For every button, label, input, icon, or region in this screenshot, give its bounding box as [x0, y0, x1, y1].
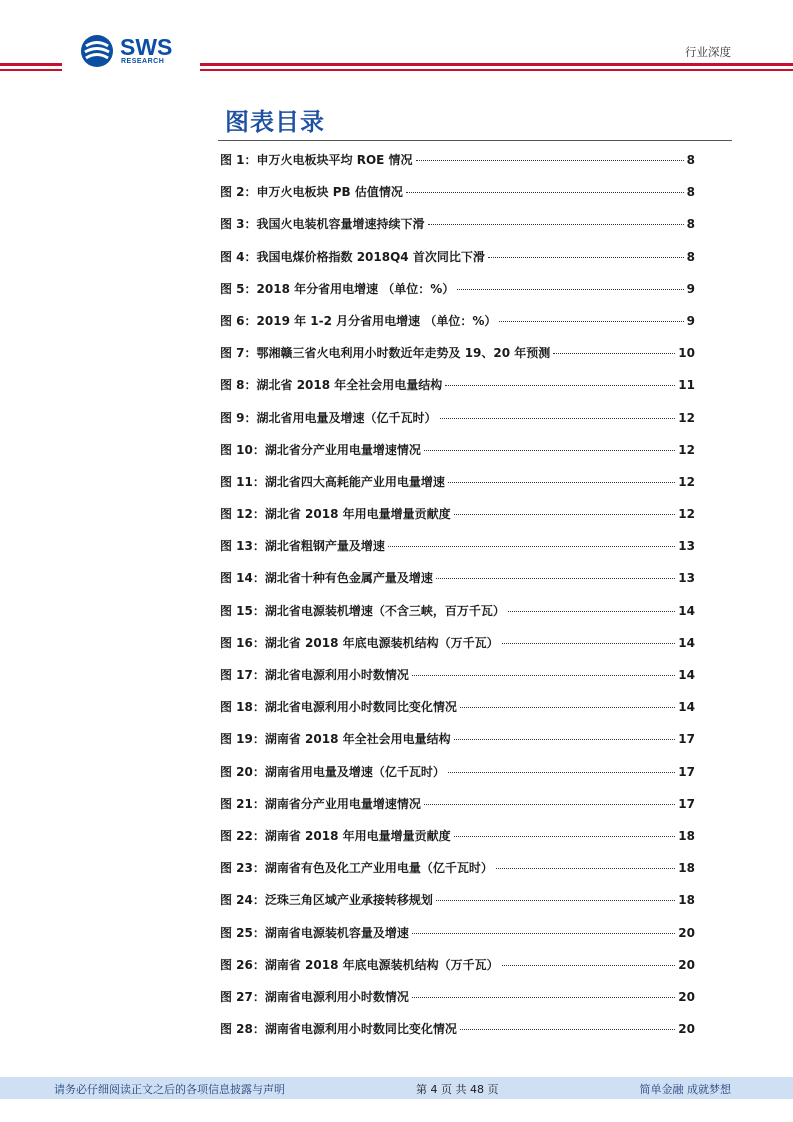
toc-leader-dots	[412, 675, 675, 676]
toc-entry-page: 9	[686, 313, 695, 328]
toc-entry-label: 图 6：2019 年 1-2 月分省用电增速 （单位：%）	[220, 313, 497, 328]
toc-entry-label: 图 3：我国火电装机容量增速持续下滑	[220, 217, 425, 232]
toc-entry[interactable]	[220, 827, 695, 859]
toc-entry[interactable]	[220, 505, 695, 537]
toc-leader-dots	[424, 450, 675, 451]
report-category: 行业深度	[685, 45, 731, 59]
toc-leader-dots	[445, 385, 675, 386]
toc-entry[interactable]	[220, 1020, 695, 1052]
toc-entry-page: 12	[678, 442, 695, 457]
toc-leader-dots	[388, 546, 675, 547]
toc-leader-dots	[454, 514, 676, 515]
toc-leader-dots	[448, 482, 675, 483]
toc-entry[interactable]	[220, 409, 695, 441]
toc-leader-dots	[454, 836, 676, 837]
toc-entry-label: 图 2：申万火电板块 PB 估值情况	[220, 185, 403, 200]
toc-entry[interactable]	[220, 698, 695, 730]
toc-entry[interactable]	[220, 795, 695, 827]
toc-entry-label: 图 7：鄂湘赣三省火电利用小时数近年走势及 19、20 年预测	[220, 346, 551, 361]
toc-entry-page: 13	[678, 571, 695, 586]
toc-entry-page: 8	[686, 153, 695, 167]
toc-entry-page: 17	[678, 764, 695, 779]
toc-entry-page: 8	[686, 217, 695, 232]
toc-entry[interactable]	[220, 763, 695, 795]
toc-entry[interactable]	[220, 248, 695, 280]
toc-entry-page: 20	[678, 925, 695, 940]
toc-leader-dots	[496, 868, 675, 869]
toc-entry-page: 8	[686, 185, 695, 200]
toc-entry-page: 17	[678, 796, 695, 811]
toc-entry[interactable]	[220, 344, 695, 376]
toc-leader-dots	[454, 739, 676, 740]
logo-subtext: RESEARCH	[121, 58, 165, 65]
toc-entry[interactable]	[220, 924, 695, 956]
toc-entry-page: 14	[678, 668, 695, 682]
page-number: 第 4 页 共 48 页	[416, 1083, 499, 1096]
toc-divider	[218, 140, 732, 141]
toc-entry-page: 14	[678, 603, 695, 618]
toc-entry-label: 图 4：我国电煤价格指数 2018Q4 首次同比下滑	[220, 249, 485, 264]
toc-leader-dots	[499, 321, 683, 322]
toc-leader-dots	[502, 643, 676, 644]
toc-entry-label: 图 21：湖南省分产业用电量增速情况	[220, 796, 421, 811]
toc-entry-page: 14	[678, 700, 695, 715]
toc-entry-page: 12	[678, 410, 695, 425]
header-rule	[200, 69, 793, 71]
logo-text: SWS	[120, 34, 173, 60]
toc-entry[interactable]	[220, 988, 695, 1020]
toc-entry-label: 图 17：湖北省电源利用小时数情况	[220, 668, 409, 682]
toc-entry-label: 图 8：湖北省 2018 年全社会用电量结构	[220, 378, 443, 393]
toc-entry[interactable]	[220, 376, 695, 408]
toc-leader-dots	[424, 804, 675, 805]
toc-entry-page: 14	[678, 635, 695, 650]
toc-leader-dots	[448, 772, 675, 773]
toc-entry-label: 图 10：湖北省分产业用电量增速情况	[220, 442, 421, 457]
toc-entry-page: 13	[678, 539, 695, 554]
toc-entry-page: 9	[686, 281, 695, 296]
toc-leader-dots	[457, 289, 683, 290]
toc-entry-label: 图 18：湖北省电源利用小时数同比变化情况	[220, 700, 457, 715]
toc-leader-dots	[436, 900, 675, 901]
toc-leader-dots	[502, 965, 676, 966]
toc-entry-label: 图 14：湖北省十种有色金属产量及增速	[220, 571, 433, 586]
toc-entry-label: 图 23：湖南省有色及化工产业用电量（亿千瓦时）	[220, 861, 493, 876]
toc-entry[interactable]	[220, 280, 695, 312]
toc-entry-page: 18	[678, 828, 695, 843]
toc-entry[interactable]	[220, 537, 695, 569]
toc-entry-label: 图 22：湖南省 2018 年用电量增量贡献度	[220, 828, 451, 843]
toc-leader-dots	[553, 353, 675, 354]
toc-entry-label: 图 24：泛珠三角区域产业承接转移规划	[220, 893, 433, 908]
toc-entry-label: 图 27：湖南省电源利用小时数情况	[220, 989, 409, 1004]
toc-entry-page: 12	[678, 474, 695, 489]
toc-entry-label: 图 1：申万火电板块平均 ROE 情况	[220, 153, 413, 167]
toc-entry-page: 20	[678, 989, 695, 1004]
toc-entry-label: 图 28：湖南省电源利用小时数同比变化情况	[220, 1022, 457, 1037]
toc-entry-label: 图 11：湖北省四大高耗能产业用电量增速	[220, 474, 445, 489]
toc-entry[interactable]	[220, 602, 695, 634]
toc-entry-page: 11	[678, 378, 695, 393]
toc-leader-dots	[428, 224, 684, 225]
toc-entry-page: 20	[678, 957, 695, 972]
toc-entry-label: 图 25：湖南省电源装机容量及增速	[220, 925, 409, 940]
toc-entry-page: 10	[678, 346, 695, 361]
toc-entry[interactable]	[220, 183, 695, 215]
toc-entry[interactable]	[220, 441, 695, 473]
toc-entry-label: 图 26：湖南省 2018 年底电源装机结构（万千瓦）	[220, 957, 499, 972]
toc-entry[interactable]	[220, 891, 695, 923]
toc-entry[interactable]	[220, 730, 695, 762]
header-rule	[0, 69, 62, 71]
toc-leader-dots	[406, 192, 684, 193]
toc-leader-dots	[508, 611, 675, 612]
toc-entry[interactable]	[220, 473, 695, 505]
toc-entry-label: 图 15：湖北省电源装机增速（不含三峡，百万千瓦）	[220, 603, 505, 618]
toc-entry-page: 20	[678, 1022, 695, 1037]
toc-entry-label: 图 5：2018 年分省用电增速 （单位：%）	[220, 281, 455, 296]
toc-entry[interactable]	[220, 569, 695, 601]
toc-entry-label: 图 16：湖北省 2018 年底电源装机结构（万千瓦）	[220, 635, 499, 650]
toc-leader-dots	[488, 257, 684, 258]
company-logo	[80, 34, 190, 70]
toc-entry[interactable]	[220, 215, 695, 247]
toc-entry-label: 图 13：湖北省粗钢产量及增速	[220, 539, 385, 554]
toc-entry[interactable]	[220, 666, 695, 698]
toc-entry[interactable]	[220, 956, 695, 988]
toc-title: 图表目录	[225, 108, 325, 136]
header-rule	[200, 63, 793, 66]
toc-entry-page: 17	[678, 732, 695, 747]
toc-leader-dots	[460, 1029, 675, 1030]
toc-list	[220, 151, 695, 1052]
toc-leader-dots	[436, 578, 675, 579]
toc-entry-label: 图 9：湖北省用电量及增速（亿千瓦时）	[220, 410, 437, 425]
header-rule	[0, 63, 62, 66]
toc-leader-dots	[412, 997, 675, 998]
toc-entry-page: 18	[678, 893, 695, 908]
toc-entry-page: 8	[686, 249, 695, 264]
toc-entry[interactable]	[220, 859, 695, 891]
toc-entry-label: 图 12：湖北省 2018 年用电量增量贡献度	[220, 507, 451, 522]
toc-entry-label: 图 19：湖南省 2018 年全社会用电量结构	[220, 732, 451, 747]
toc-leader-dots	[440, 418, 676, 419]
toc-entry-page: 18	[678, 861, 695, 876]
toc-entry-label: 图 20：湖南省用电量及增速（亿千瓦时）	[220, 764, 445, 779]
toc-entry[interactable]	[220, 634, 695, 666]
toc-entry-page: 12	[678, 507, 695, 522]
footer-slogan: 简单金融 成就梦想	[639, 1083, 731, 1096]
toc-entry[interactable]	[220, 312, 695, 344]
toc-entry[interactable]	[220, 151, 695, 183]
toc-leader-dots	[416, 160, 684, 161]
footer-disclaimer: 请务必仔细阅读正文之后的各项信息披露与声明	[54, 1083, 285, 1096]
toc-leader-dots	[460, 707, 675, 708]
toc-leader-dots	[412, 933, 675, 934]
sws-logo-icon	[80, 34, 114, 68]
